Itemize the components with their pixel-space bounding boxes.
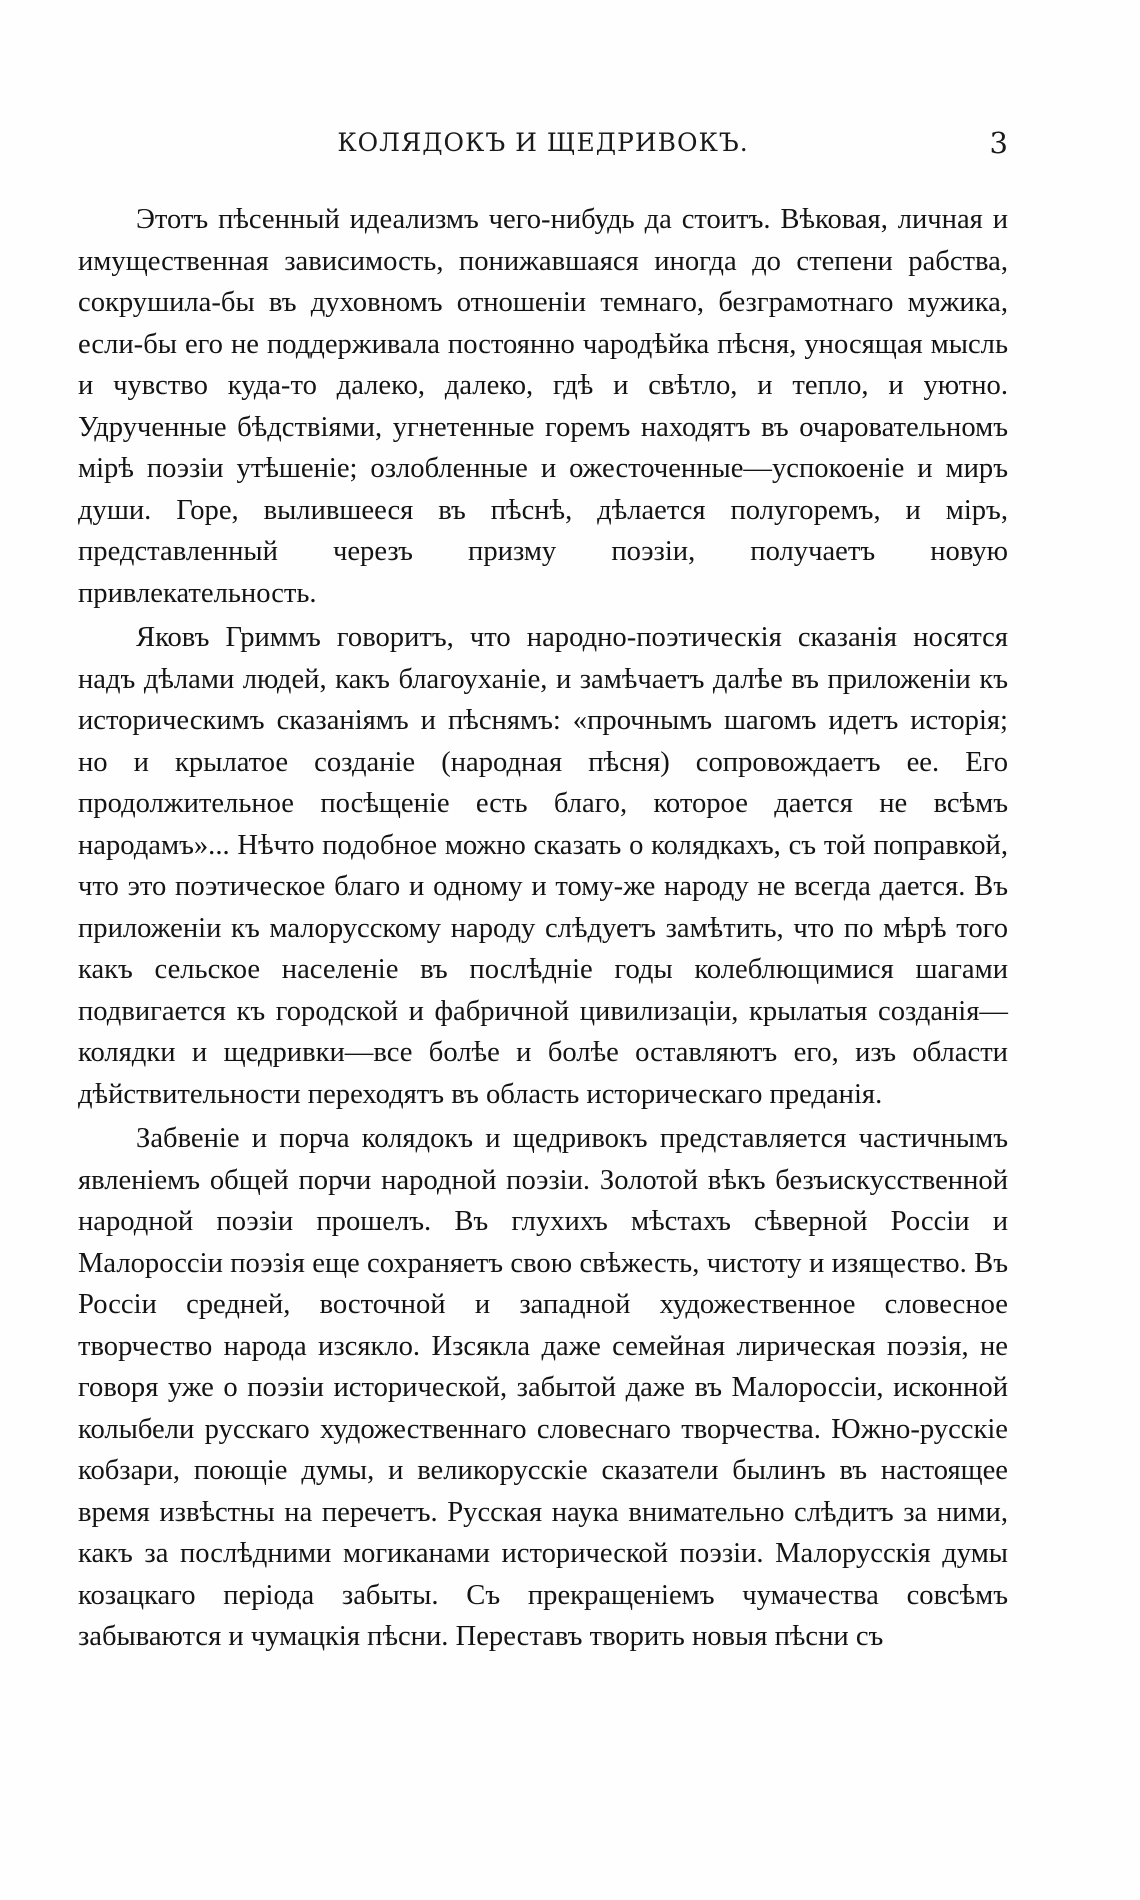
page-number: 3 xyxy=(989,126,1008,160)
paragraph-2: Яковъ Гриммъ говоритъ, что народно-поэтическія сказанія носятся надъ дѣлами людей, какъ благоуханіе, и замѣчаетъ далѣе въ приложеніи къ историческимъ сказаніямъ и пѣснямъ: «прочнымъ шагомъ идетъ исторія; но и крылатое созданіе (народная пѣсня) сопровождаетъ ее. Его продолжительное посѣщеніе есть благо, которое дается не всѣмъ народамъ»... Нѣчто подобное можно сказать о колядкахъ, съ той поправкой, что это поэтическое благо и одному и тому-же народу не всегда дается. Въ приложеніи къ малорусскому народу слѣдуетъ замѣтить, что по мѣрѣ того какъ сельское населеніе въ послѣдніе годы колеблющимися шагами подвигается къ городской и фабричной цивилизаціи, крылатыя созданія—колядки и щедривки—все болѣе и болѣе оставляютъ его, изъ области дѣйствительности переходятъ въ область историческаго преданія. xyxy=(78,622,1008,1110)
running-head xyxy=(78,128,1008,168)
paragraph-3: Забвеніе и порча колядокъ и щедривокъ представляется частичнымъ явленіемъ общей порчи народной поэзіи. Золотой вѣкъ безъискусственной народной поэзіи прошелъ. Въ глухихъ мѣстахъ сѣверной Россіи и Малороссіи поэзія еще сохраняетъ свою свѣжесть, чистоту и изящество. Въ Россіи средней, восточной и западной художественное словесное творчество народа изсякло. Изсякла даже семейная лирическая поэзія, не говоря уже о поэзіи исторической, забытой даже въ Малороссіи, исконной колыбели русскаго художественнаго словеснаго творчества. Южно-русскіе кобзари, поющіе думы, и великорусскіе сказатели былинъ въ настоящее время извѣстны на перечетъ. Русская наука внимательно слѣдитъ за ними, какъ за послѣдними могиканами исторической поэзіи. Малорусскія думы козацкаго періода забыты. Съ прекращеніемъ чумачества совсѣмъ забываются и чумацкія пѣсни. Переставъ творить новыя пѣсни съ xyxy=(78,1123,1008,1652)
paragraph-1: Этотъ пѣсенный идеализмъ чего-нибудь да стоитъ. Вѣковая, личная и имущественная зависимость, понижавшаяся иногда до степени рабства, сокрушила-бы въ духовномъ отношеніи темнаго, безграмотнаго мужика, если-бы его не поддерживала постоянно чародѣйка пѣсня, уносящая мысль и чувство куда-то далеко, далеко, гдѣ и свѣтло, и тепло, и уютно. Удрученные бѣдствіями, угнетенные горемъ находятъ въ очаровательномъ мірѣ поэзіи утѣшеніе; озлобленные и ожесточенные—успокоеніе и миръ души. Горе, вылившееся въ пѣснѣ, дѣлается полугоремъ, и міръ, представленный черезъ призму поэзіи, получаетъ новую привлекательность. xyxy=(78,204,1008,609)
running-title: КОЛЯДОКЪ И ЩЕДРИВОКЪ. xyxy=(337,128,749,157)
body-text xyxy=(78,199,1008,1658)
